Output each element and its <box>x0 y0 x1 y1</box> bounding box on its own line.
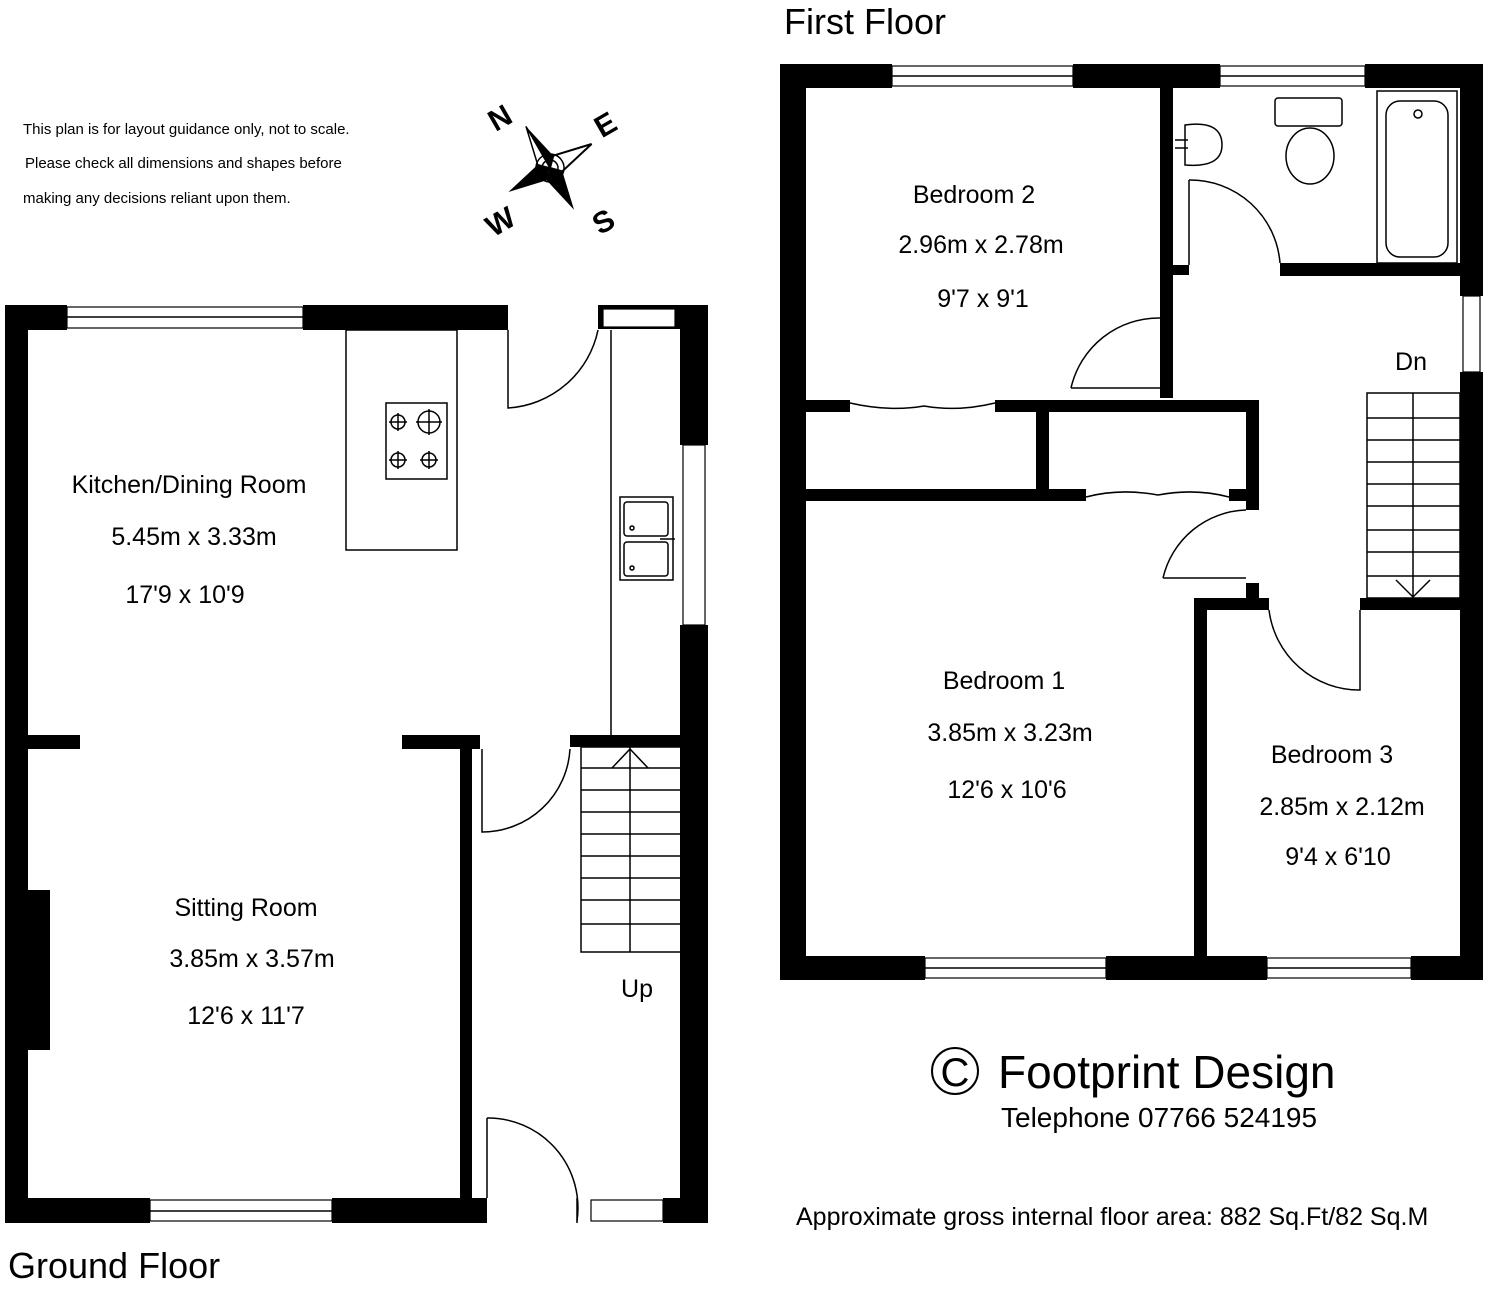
first-wall-bed1-bed3 <box>1194 598 1207 956</box>
compass-north: N <box>482 98 518 139</box>
floor-area: Approximate gross internal floor area: 882 Sq.Ft/82 Sq.M <box>796 1203 1429 1231</box>
first-wall-top-b <box>1073 64 1220 88</box>
first-stairs-label: Dn <box>1395 348 1427 376</box>
basin-icon <box>1185 124 1222 165</box>
ground-wall-top-a <box>5 305 67 330</box>
sitting-name: Sitting Room <box>174 894 318 922</box>
first-wall-bed2-right <box>1160 88 1173 398</box>
ground-wall-stairs-top <box>570 735 682 747</box>
ground-wall-top-b <box>303 305 508 330</box>
kitchen-imperial: 17'9 x 10'9 <box>125 581 245 609</box>
ground-door-hall-kitchen <box>482 749 570 832</box>
first-wall-bed1-top <box>806 489 1086 501</box>
first-wall-wardrobe-b <box>995 400 1259 412</box>
ground-stairs <box>581 747 681 952</box>
bedroom2-imperial: 9'7 x 9'1 <box>937 285 1029 313</box>
ground-door-front <box>487 1118 578 1221</box>
bathroom-fittings <box>1175 91 1457 263</box>
bedroom3-metric: 2.85m x 2.12m <box>1259 793 1425 821</box>
first-wall-bottom-c <box>1411 956 1483 980</box>
disclaimer-line-1: This plan is for layout guidance only, not to scale. <box>23 121 350 138</box>
first-wall-right-a <box>1460 64 1483 296</box>
ground-floor-plan <box>5 305 708 1223</box>
bedroom2-metric: 2.96m x 2.78m <box>898 231 1064 259</box>
compass-west: W <box>480 200 522 244</box>
bedroom1-name: Bedroom 1 <box>942 667 1066 695</box>
ground-window-utility <box>603 309 675 327</box>
bedroom3-name: Bedroom 3 <box>1270 741 1394 769</box>
compass-south: S <box>586 203 621 242</box>
ground-wall-left <box>5 305 28 1223</box>
first-door-bed3 <box>1269 610 1360 690</box>
bedroom1-metric: 3.85m x 3.23m <box>927 719 1093 747</box>
disclaimer-line-3: making any decisions reliant upon them. <box>23 190 291 207</box>
toilet-bowl-icon <box>1286 128 1334 184</box>
compass-east: E <box>588 106 623 145</box>
bedroom1-imperial: 12'6 x 10'6 <box>947 776 1067 804</box>
first-stairs <box>1367 393 1460 598</box>
first-wall-bed3-top-b <box>1360 598 1460 610</box>
first-wall-top-a <box>780 64 892 88</box>
ground-wall-right-a <box>680 305 708 445</box>
sitting-metric: 3.85m x 3.57m <box>169 945 335 973</box>
first-floor-plan <box>780 64 1483 980</box>
first-door-bed1 <box>1163 510 1246 578</box>
wardrobe-doors-a <box>850 403 995 408</box>
telephone: Telephone 07766 524195 <box>1001 1102 1318 1133</box>
first-wall-bath-stub <box>1173 265 1189 275</box>
copyright-logo <box>932 1048 978 1095</box>
bath-icon <box>1377 91 1457 263</box>
first-wall-bottom-b <box>1106 956 1267 980</box>
ground-wall-right-b <box>680 625 708 1223</box>
ground-wall-bottom-c <box>663 1198 708 1223</box>
first-window-landing <box>1463 296 1480 372</box>
first-wall-right-b <box>1460 372 1483 980</box>
ground-chimney-breast <box>28 890 50 1050</box>
kitchen-name: Kitchen/Dining Room <box>71 471 307 499</box>
ground-window-kitchen <box>683 445 705 625</box>
sitting-imperial: 12'6 x 11'7 <box>187 1002 305 1030</box>
bedroom3-imperial: 9'4 x 6'10 <box>1285 843 1391 871</box>
ground-wall-hall <box>460 735 472 1198</box>
ground-window-hall <box>591 1200 663 1221</box>
first-door-bath <box>1189 180 1280 265</box>
toilet-cistern-icon <box>1275 98 1342 126</box>
bedroom2-name: Bedroom 2 <box>912 181 1036 209</box>
ground-wall-interior-a <box>28 735 80 749</box>
kitchen-metric: 5.45m x 3.33m <box>111 523 277 551</box>
ground-floor-title: Ground Floor <box>8 1245 221 1286</box>
first-floor-title: First Floor <box>784 1 946 42</box>
copyright-symbol: C <box>940 1051 970 1095</box>
first-wall-wardrobe-a <box>806 400 850 412</box>
wardrobe-doors-b <box>1086 492 1229 497</box>
disclaimer-line-2: Please check all dimensions and shapes before <box>25 155 342 172</box>
ground-door-back <box>508 330 598 408</box>
first-wall-left <box>780 64 806 980</box>
first-wall-bottom-a <box>780 956 925 980</box>
brand-name: Footprint Design <box>998 1046 1336 1098</box>
first-wall-landing <box>1246 400 1259 510</box>
first-door-bed2 <box>1071 318 1160 388</box>
first-wall-bath-bottom <box>1280 263 1460 276</box>
ground-wall-bottom-b <box>332 1198 487 1223</box>
kitchen-island <box>346 330 457 550</box>
first-wall-wardrobe-divider <box>1036 400 1049 500</box>
ground-stairs-label: Up <box>621 975 653 1003</box>
ground-wall-bottom-a <box>5 1198 150 1223</box>
